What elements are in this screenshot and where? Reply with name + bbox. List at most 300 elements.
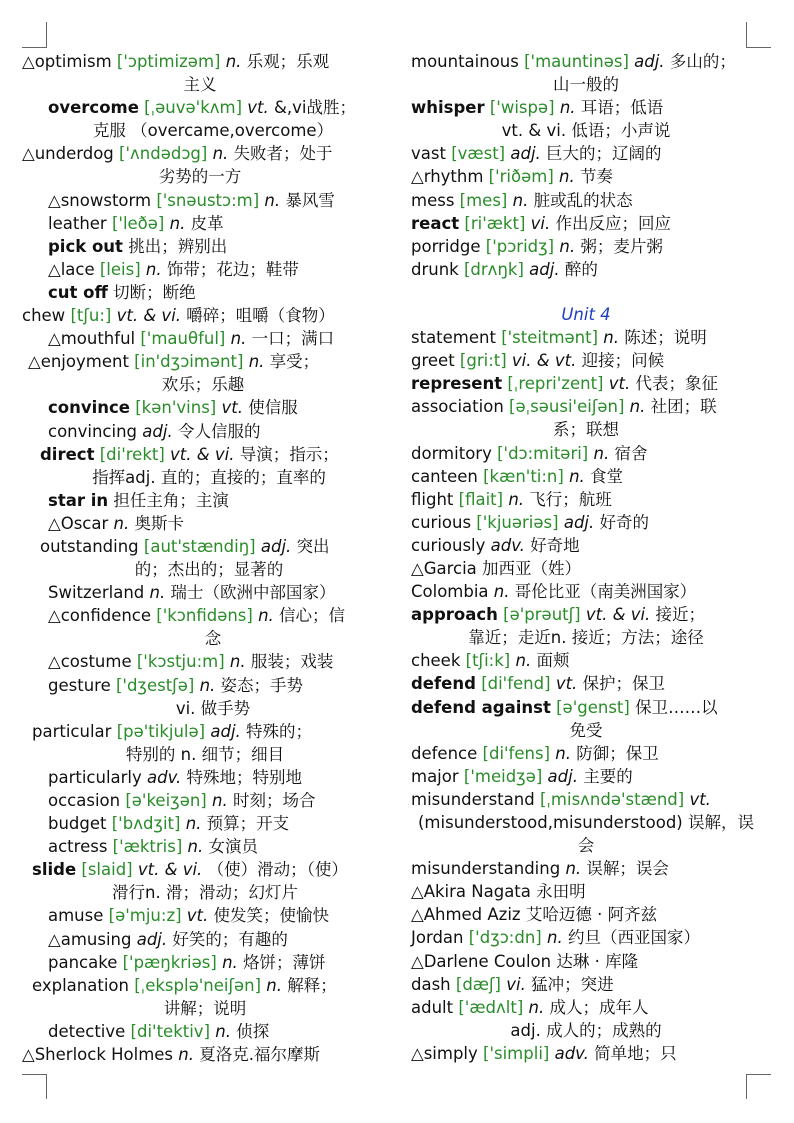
headword: Akira Nagata (423, 882, 531, 902)
phonetic: [tʃu:] (70, 306, 112, 326)
phonetic: [əˌsəusi'eiʃən] (509, 397, 625, 417)
vocab-entry (22, 766, 378, 789)
vocab-entry (22, 812, 378, 835)
definition: 接近； (655, 605, 706, 625)
definition: 解释； (287, 975, 337, 995)
phonetic: ['pæŋkriəs] (122, 952, 217, 972)
part-of-speech: n. (149, 583, 166, 603)
part-of-speech: n. (508, 489, 525, 509)
part-of-speech: vt. (555, 674, 578, 694)
vocab-entry (411, 235, 761, 258)
part-of-speech: n. (178, 1045, 194, 1065)
headword: convincing (48, 421, 138, 441)
definition: 失败者；处于 (233, 144, 333, 164)
definition: 瑞士（欧洲中部国家） (170, 583, 336, 603)
headword: defend against (411, 697, 551, 717)
vocab-entry (22, 951, 378, 974)
vocabulary-group-top (411, 50, 761, 281)
phonetic: ['dɔ:mitəri] (497, 443, 589, 463)
phonetic: ['mauθful] (140, 329, 226, 349)
part-of-speech: n. (187, 837, 204, 857)
phonetic: [ri'ækt] (464, 213, 526, 233)
triangle-marker: △ (22, 144, 35, 164)
definition: 预算；开支 (206, 814, 290, 834)
phonetic: ['dʒestʃə] (115, 675, 195, 695)
headword: cut off (48, 282, 108, 302)
vocab-entry (411, 465, 761, 488)
phonetic: [pə'tikjulə] (116, 721, 206, 741)
part-of-speech: n. (248, 352, 265, 372)
definition: 使信服 (248, 398, 298, 418)
vocab-entry (22, 974, 378, 1020)
vocab-entry (411, 696, 761, 742)
definition: 作出反应；回应 (555, 213, 671, 233)
headword: detective (48, 1021, 126, 1041)
phonetic: ['ɔptimizəm] (116, 52, 221, 71)
headword: star in (48, 490, 109, 510)
vocab-entry (411, 96, 761, 142)
definition-continued: 特别的 n. 细节；细目 (125, 744, 285, 764)
definition: 好奇的 (599, 512, 649, 532)
headword: Colombia (411, 582, 489, 602)
headword: defend (411, 674, 476, 694)
triangle-marker: △ (48, 259, 61, 279)
definition: 女演员 (208, 837, 258, 857)
definition: 使发笑；使愉快 (213, 906, 330, 926)
headword: flight (411, 489, 454, 509)
headword: pick out (48, 236, 123, 256)
headword: optimism (34, 52, 112, 71)
definition-continued: (misunderstood,misunderstood) 误解，误会 (418, 813, 754, 856)
triangle-marker: △ (48, 329, 61, 349)
definition: 令人信服的 (177, 421, 261, 441)
headword: Ahmed Aziz (423, 905, 521, 925)
definition: 担任主角；主演 (113, 490, 229, 510)
definition: 永田明 (536, 882, 586, 902)
part-of-speech: n. (215, 1021, 231, 1041)
vocab-entry (22, 581, 378, 604)
phonetic: ['mauntinəs] (524, 52, 629, 71)
phonetic: [drʌŋk] (463, 259, 524, 279)
headword: Sherlock Holmes (34, 1045, 174, 1065)
triangle-marker: △ (411, 951, 424, 971)
vocab-entry (411, 1042, 761, 1065)
part-of-speech: vt. (247, 98, 269, 118)
part-of-speech: n. (258, 606, 274, 626)
phonetic: ['ʌndədɔg] (119, 144, 208, 164)
phonetic: [in'dʒɔimənt] (134, 352, 244, 372)
headword: underdog (34, 144, 114, 164)
headword: leather (48, 213, 107, 233)
vocab-entry (22, 858, 378, 904)
vocab-entry (22, 212, 378, 235)
part-of-speech: n. (145, 259, 162, 279)
definition: 乐观；乐观 (246, 52, 330, 71)
phonetic: [ˌrepri'zent] (507, 374, 604, 394)
headword: react (411, 213, 460, 233)
part-of-speech: n. (528, 997, 545, 1017)
headword: Garcia (423, 558, 477, 578)
part-of-speech: n. (629, 397, 646, 417)
vocab-entry (411, 372, 761, 395)
definition: 服装；戏装 (250, 652, 334, 672)
part-of-speech: n. (225, 52, 242, 71)
phonetic: [di'tektiv] (130, 1021, 211, 1041)
vocabulary-group-unit-4 (411, 326, 761, 1065)
vocab-entry (411, 973, 761, 996)
definition-continued: 劣势的一方 (158, 167, 242, 187)
definition: 切断；断绝 (113, 282, 196, 302)
vocab-entry (22, 142, 378, 188)
definition-continued: vt. & vi. 低语；小声说 (501, 121, 671, 141)
definition: 侦探 (236, 1021, 270, 1041)
definition: 一口；满口 (251, 329, 335, 349)
definition-continued: 克服 （overcame,overcome） (92, 121, 334, 141)
vocab-entry (22, 720, 378, 766)
definition: 饰带；花边；鞋带 (166, 259, 299, 279)
vocab-entry (22, 904, 378, 927)
phonetic: [ə'keiʒən] (125, 791, 207, 810)
vocab-entry (22, 304, 378, 327)
vocab-entry (411, 649, 761, 672)
phonetic: ['steitmənt] (501, 328, 599, 348)
part-of-speech: n. (559, 236, 576, 256)
vocab-entry (411, 903, 761, 926)
definition: 特殊的； (246, 721, 313, 741)
crop-mark (22, 47, 47, 48)
part-of-speech: adj. (529, 259, 560, 279)
headword: greet (411, 351, 455, 371)
part-of-speech: adv. (554, 1043, 589, 1063)
vocab-entry (22, 420, 378, 443)
phonetic: [di'fens] (482, 743, 551, 763)
definition: 巨大的；辽阔的 (546, 144, 662, 164)
vocab-entry (22, 235, 378, 258)
phonetic: ['ædʌlt] (458, 997, 524, 1017)
vocab-entry (411, 557, 761, 580)
definition: 好奇地 (530, 535, 580, 555)
headword: dormitory (411, 443, 492, 463)
headword: statement (411, 328, 496, 348)
vocab-entry (411, 165, 761, 188)
definition-continued: 山一般的 (553, 75, 619, 95)
phonetic: [mes] (459, 190, 508, 210)
headword: curious (411, 512, 472, 532)
part-of-speech: vt. (608, 374, 631, 394)
definition: 奥斯卡 (134, 513, 184, 533)
definition: 皮革 (190, 213, 224, 233)
vocab-entry (22, 1020, 378, 1043)
phonetic: [slaid] (81, 860, 133, 880)
vocab-entry (22, 512, 378, 535)
part-of-speech: adj. (547, 766, 578, 786)
vocab-entry (411, 212, 761, 235)
definition: 多山的； (669, 52, 736, 71)
unit-heading: Unit 4 (561, 304, 611, 324)
part-of-speech: n. (230, 329, 247, 349)
headword: chew (22, 306, 66, 326)
headword: cheek (411, 651, 461, 671)
vocab-entry (22, 443, 378, 489)
part-of-speech: adj. (142, 421, 173, 441)
definition-continued: 念 (204, 629, 222, 649)
definition: 防御；保卫 (576, 743, 659, 763)
headword: lace (60, 259, 95, 279)
phonetic: [gri:t] (459, 351, 507, 371)
definition: 信心；信 (279, 606, 346, 626)
vocab-entry (411, 511, 761, 534)
triangle-marker: △ (48, 513, 61, 533)
definition: 食堂 (590, 466, 624, 486)
headword: pancake (48, 952, 118, 972)
phonetic: [ə'genst] (556, 697, 630, 717)
headword: drunk (411, 259, 459, 279)
definition: 保护；保卫 (582, 674, 666, 694)
definition-continued: vi. 做手势 (175, 698, 251, 718)
headword: dash (411, 974, 451, 994)
part-of-speech: n. (169, 213, 186, 233)
vocab-entry (411, 580, 761, 603)
headword: amuse (48, 906, 104, 926)
vocab-entry (22, 674, 378, 720)
headword: represent (411, 374, 503, 394)
phonetic: ['wispə] (489, 98, 555, 118)
headword: enjoyment (40, 352, 129, 372)
vocab-entry (411, 326, 761, 349)
headword: convince (48, 398, 130, 418)
definition: 醉的 (564, 259, 598, 279)
phonetic: ['kɔnfidəns] (156, 606, 253, 626)
definition: 社团；联 (650, 397, 717, 417)
vocab-entry (411, 857, 761, 880)
vocab-entry (411, 395, 761, 441)
part-of-speech: vt. (689, 789, 711, 809)
phonetic: ['meidʒə] (463, 766, 543, 786)
vocab-entry (411, 788, 761, 857)
definition: 好笑的；有趣的 (172, 929, 288, 949)
vocab-entry (411, 672, 761, 695)
vocab-entry (22, 281, 378, 304)
vocab-entry (411, 442, 761, 465)
vocab-entry (22, 258, 378, 281)
definition: 烙饼；薄饼 (243, 952, 326, 972)
phonetic: ['bʌdʒit] (111, 814, 181, 834)
triangle-marker: △ (411, 882, 424, 902)
headword: actress (48, 837, 108, 857)
definition: 飞行；航班 (529, 489, 612, 509)
headword: outstanding (40, 536, 139, 556)
phonetic: [ˌeksplə'neiʃən] (134, 975, 262, 995)
part-of-speech: vt. & vi. (170, 444, 235, 464)
headword: occasion (48, 791, 121, 810)
definition: 夏洛克.福尔摩斯 (199, 1045, 320, 1065)
part-of-speech: n. (559, 167, 575, 187)
vocab-entry (22, 928, 378, 951)
headword: simply (423, 1043, 478, 1063)
definition: &,vi战胜； (274, 98, 356, 118)
vocabulary-column-right (411, 50, 761, 1065)
part-of-speech: n. (229, 652, 246, 672)
headword: major (411, 766, 459, 786)
phonetic: ['simpli] (483, 1043, 550, 1063)
definition: 暴风雪 (285, 190, 335, 210)
vocab-entry (22, 350, 378, 396)
part-of-speech: vt. & vi. (137, 860, 203, 880)
phonetic: ['snəustɔ:m] (156, 190, 260, 210)
headword: porridge (411, 236, 481, 256)
headword: rhythm (423, 167, 484, 187)
definition: 姿态；手势 (220, 675, 304, 695)
headword: confidence (60, 606, 152, 626)
definition: 代表；象征 (635, 374, 718, 394)
part-of-speech: n. (569, 466, 585, 486)
definition: 粥；麦片粥 (580, 236, 663, 256)
headword: particular (32, 721, 112, 741)
definition: 误解；误会 (586, 859, 669, 879)
definition: 宿舍 (614, 443, 648, 463)
headword: direct (40, 444, 95, 464)
triangle-marker: △ (411, 905, 424, 925)
headword: Jordan (411, 928, 464, 948)
vocab-entry (411, 50, 761, 96)
part-of-speech: n. (546, 928, 563, 948)
headword: defence (411, 743, 478, 763)
part-of-speech: n. (512, 190, 529, 210)
vocab-entry (22, 327, 378, 350)
phonetic: [ˌəuvə'kʌm] (144, 98, 243, 118)
definition: 面颊 (536, 651, 570, 671)
part-of-speech: adv. (490, 535, 525, 555)
vocab-entry (411, 189, 761, 212)
headword: gesture (48, 675, 111, 695)
part-of-speech: n. (113, 513, 130, 533)
phonetic: [ə'prəutʃ] (503, 605, 581, 625)
headword: whisper (411, 98, 485, 118)
definition-continued: 免受 (569, 720, 603, 740)
definition: 达琳 · 库隆 (556, 951, 639, 971)
definition: 脏或乱的状态 (533, 190, 633, 210)
phonetic: ['kɔstju:m] (136, 652, 225, 672)
phonetic: ['dʒɔ:dn] (468, 928, 542, 948)
part-of-speech: n. (603, 328, 619, 348)
vocab-entry (22, 96, 378, 142)
crop-mark (46, 1074, 47, 1099)
vocab-entry (411, 950, 761, 973)
phonetic: ['kjuəriəs] (476, 512, 559, 532)
triangle-marker: △ (411, 1043, 424, 1063)
definition: （使）滑动；（使） (207, 860, 348, 880)
definition: 特殊地；特别地 (186, 767, 303, 787)
part-of-speech: n. (593, 443, 610, 463)
definition-continued: 主义 (183, 75, 217, 95)
vocab-entry (22, 189, 378, 212)
vocab-entry (411, 534, 761, 557)
definition: 艾哈迈德 · 阿齐兹 (525, 905, 658, 925)
headword: association (411, 397, 504, 417)
definition: 约旦（西亚国家） (567, 928, 700, 948)
definition-continued: 滑行n. 滑；滑动；幻灯片 (112, 883, 298, 903)
part-of-speech: n. (515, 651, 532, 671)
definition: 挑出；辨别出 (128, 236, 228, 256)
headword: mouthful (60, 329, 136, 349)
vocab-entry (411, 258, 761, 281)
crop-mark (746, 1074, 771, 1075)
part-of-speech: n. (266, 975, 282, 995)
part-of-speech: adj. (210, 721, 241, 741)
definition-continued: 指挥adj. 直的；直接的；直率的 (92, 467, 326, 487)
part-of-speech: adj. (563, 512, 595, 532)
part-of-speech: n. (559, 98, 576, 118)
part-of-speech: vt. (221, 398, 243, 418)
crop-mark (746, 22, 747, 47)
triangle-marker: △ (48, 606, 61, 626)
definition: 保卫……以 (635, 697, 718, 717)
triangle-marker: △ (411, 167, 424, 187)
part-of-speech: adj. (634, 52, 665, 71)
headword: Oscar (60, 513, 109, 533)
triangle-marker: △ (48, 652, 61, 672)
part-of-speech: adj. (260, 536, 292, 556)
vocab-entry (411, 996, 761, 1042)
vocab-entry (411, 880, 761, 903)
definition-continued: adj. 成人的；成熟的 (510, 1020, 662, 1040)
definition: 导演；指示； (239, 444, 339, 464)
crop-mark (22, 1074, 47, 1075)
headword: approach (411, 605, 498, 625)
definition: 迎接；问候 (581, 351, 665, 371)
vocabulary-column-left (22, 50, 378, 1066)
headword: mess (411, 190, 455, 210)
part-of-speech: vt. & vi. (585, 605, 651, 625)
triangle-marker: △ (48, 190, 61, 210)
part-of-speech: n. (565, 859, 582, 879)
vocab-entry (411, 142, 761, 165)
vocab-entry (22, 604, 378, 650)
phonetic: [kæn'ti:n] (483, 466, 564, 486)
definition: 陈述；说明 (624, 328, 707, 348)
vocab-entry (411, 765, 761, 788)
headword: adult (411, 997, 454, 1017)
phonetic: ['æktris] (112, 837, 183, 857)
part-of-speech: n. (212, 791, 228, 810)
part-of-speech: adv. (147, 767, 182, 787)
part-of-speech: n. (555, 743, 571, 763)
definition: 嚼碎；咀嚼（食物） (186, 306, 335, 326)
triangle-marker: △ (22, 1045, 35, 1065)
headword: snowstorm (60, 190, 152, 210)
headword: mountainous (411, 52, 519, 71)
phonetic: [dæʃ] (455, 974, 501, 994)
headword: amusing (60, 929, 132, 949)
definition: 突出 (296, 536, 330, 556)
vocab-entry (22, 789, 378, 812)
vocab-entry (411, 742, 761, 765)
definition: 哥伦比亚（南美洲国家） (514, 582, 697, 602)
triangle-marker: △ (411, 558, 424, 578)
phonetic: [di'fend] (481, 674, 551, 694)
part-of-speech: vt. (186, 906, 209, 926)
definition: 享受； (269, 352, 320, 372)
headword: misunderstanding (411, 859, 561, 879)
headword: costume (60, 652, 132, 672)
headword: misunderstand (411, 789, 535, 809)
definition-continued: 靠近；走近n. 接近；方法；途径 (468, 628, 704, 648)
headword: canteen (411, 466, 478, 486)
part-of-speech: adj. (510, 144, 541, 164)
crop-mark (746, 1074, 747, 1099)
definition: 成人；成年人 (549, 997, 649, 1017)
phonetic: [væst] (451, 144, 506, 164)
